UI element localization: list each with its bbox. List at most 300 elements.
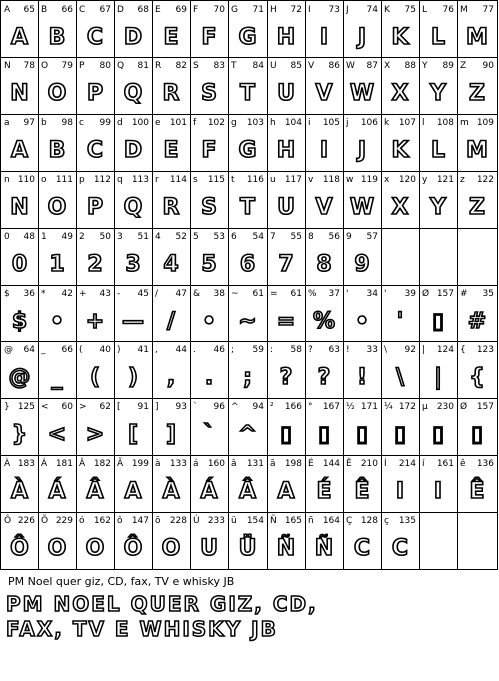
glyph-preview: \ (395, 365, 405, 390)
char-label (4, 3, 36, 17)
char-code: 51 (137, 232, 149, 242)
char-label (155, 116, 188, 130)
char-label (231, 514, 265, 528)
char-symbol: v (308, 175, 314, 185)
glyph-preview: ] (165, 422, 177, 447)
char-cell (0, 57, 39, 115)
char-code: 49 (61, 232, 73, 242)
char-code: 93 (175, 402, 187, 412)
glyph-preview: 3 (125, 252, 141, 277)
char-symbol: ó (79, 516, 85, 526)
char-label (4, 59, 36, 73)
char-label (117, 514, 150, 528)
glyph-preview: X (391, 195, 409, 220)
char-symbol: # (460, 289, 468, 299)
char-code: 182 (93, 459, 111, 469)
char-cell (114, 285, 153, 342)
char-symbol: Â (79, 459, 86, 469)
char-code: 104 (284, 118, 302, 128)
char-code: 70 (213, 5, 225, 15)
char-cell (305, 512, 344, 570)
char-label (460, 3, 495, 17)
char-cell (190, 228, 229, 286)
char-code: 76 (442, 5, 454, 15)
glyph-preview: C (86, 25, 104, 50)
char-cell (419, 455, 458, 513)
char-cell (419, 512, 458, 570)
char-label (79, 514, 112, 528)
char-label (346, 514, 379, 528)
char-label (117, 3, 150, 17)
char-symbol: q (117, 175, 123, 185)
glyph-preview: • (354, 309, 370, 334)
char-code: 80 (99, 61, 111, 71)
char-symbol: f (193, 118, 197, 128)
char-label (384, 343, 417, 357)
glyph-preview (419, 534, 457, 564)
char-symbol: 7 (270, 232, 276, 242)
char-symbol: r (155, 175, 159, 185)
char-label (79, 230, 112, 244)
glyph-preview: T (239, 195, 255, 220)
char-cell (228, 114, 268, 172)
char-symbol: u (270, 175, 276, 185)
char-label (308, 116, 341, 130)
char-code: 154 (246, 516, 264, 526)
char-symbol: í (422, 459, 425, 469)
glyph-preview: C (86, 138, 104, 163)
glyph-preview: F (201, 138, 217, 163)
char-symbol: Ñ (270, 516, 277, 526)
char-symbol: M (460, 5, 468, 15)
char-cell (419, 398, 458, 456)
char-cell (343, 341, 382, 399)
char-cell (228, 398, 268, 456)
char-code: 111 (55, 175, 73, 185)
char-label (460, 514, 495, 528)
glyph-preview: _ (51, 365, 63, 390)
char-code: 72 (290, 5, 302, 15)
char-symbol: W (346, 61, 355, 71)
char-cell (38, 228, 77, 286)
char-code: 99 (99, 118, 111, 128)
char-cell (190, 512, 229, 570)
glyph-preview: ▯ (393, 422, 407, 447)
char-cell (419, 228, 458, 286)
char-symbol: = (270, 289, 278, 299)
char-code: 199 (131, 459, 149, 469)
char-symbol: T (231, 61, 237, 71)
char-cell (190, 455, 229, 513)
char-label (422, 173, 455, 187)
char-label (41, 514, 74, 528)
char-label (117, 230, 150, 244)
char-cell (190, 171, 229, 229)
char-cell (228, 0, 268, 58)
char-cell (0, 285, 39, 342)
char-cell (419, 0, 458, 58)
char-cell (267, 341, 306, 399)
char-code: 167 (322, 402, 340, 412)
char-symbol: Ã (117, 459, 124, 469)
char-cell (419, 285, 458, 342)
char-symbol: Ø (422, 289, 430, 299)
char-label (4, 173, 36, 187)
char-label (422, 116, 455, 130)
char-cell (0, 228, 39, 286)
char-label (270, 116, 303, 130)
char-cell (305, 114, 344, 172)
char-label (193, 400, 226, 414)
char-code: 66 (61, 345, 73, 355)
char-label (117, 116, 150, 130)
char-label (155, 343, 188, 357)
char-code: 36 (23, 289, 35, 299)
char-label (270, 457, 303, 471)
char-code: 69 (175, 5, 187, 15)
glyph-preview: Á (200, 479, 218, 504)
char-symbol: E (155, 5, 161, 15)
char-symbol: < (41, 402, 49, 412)
char-symbol: À (4, 459, 11, 469)
char-symbol: b (41, 118, 47, 128)
glyph-preview: ▯ (317, 422, 331, 447)
char-symbol: Ê (346, 459, 352, 469)
char-code: 121 (436, 175, 454, 185)
char-cell (267, 114, 306, 172)
char-symbol: 5 (193, 232, 199, 242)
char-cell (114, 171, 153, 229)
char-code: 90 (482, 61, 494, 71)
char-code: 157 (476, 402, 494, 412)
glyph-preview: 8 (316, 252, 332, 277)
glyph-preview: > (85, 422, 105, 447)
glyph-preview: Y (430, 195, 446, 220)
glyph-preview: D (123, 138, 143, 163)
glyph-preview (457, 250, 497, 280)
char-symbol: ü (231, 516, 237, 526)
glyph-preview: K (391, 25, 409, 50)
glyph-preview: L (430, 25, 446, 50)
char-symbol: K (384, 5, 390, 15)
char-cell (343, 0, 382, 58)
char-code: 108 (436, 118, 454, 128)
char-code: 107 (398, 118, 416, 128)
glyph-preview: É (316, 479, 332, 504)
char-label (460, 287, 495, 301)
char-cell (190, 57, 229, 115)
char-cell (0, 512, 39, 570)
glyph-preview: • (49, 309, 65, 334)
glyph-preview: Á (48, 479, 66, 504)
glyph-preview: ▯ (470, 422, 484, 447)
char-label (41, 400, 74, 414)
char-label (384, 3, 417, 17)
char-label (270, 173, 303, 187)
glyph-preview: 5 (201, 252, 217, 277)
char-code: 120 (398, 175, 416, 185)
char-label (193, 287, 226, 301)
char-cell (114, 455, 153, 513)
char-symbol: ' (384, 289, 387, 299)
char-symbol: ' (346, 289, 349, 299)
char-cell (152, 512, 191, 570)
char-label (231, 230, 265, 244)
char-symbol: ° (308, 402, 313, 412)
char-label (117, 457, 150, 471)
glyph-preview: W (349, 195, 375, 220)
char-cell (419, 341, 458, 399)
char-code: 131 (246, 459, 264, 469)
char-label (422, 59, 455, 73)
char-symbol: > (79, 402, 87, 412)
char-code: 47 (175, 289, 187, 299)
char-cell (190, 398, 229, 456)
char-label (422, 287, 455, 301)
char-symbol: * (41, 289, 46, 299)
char-label (346, 116, 379, 130)
char-label (308, 173, 341, 187)
glyph-preview: ( (89, 365, 101, 390)
char-cell (228, 57, 268, 115)
char-cell (38, 57, 77, 115)
char-cell (343, 512, 382, 570)
glyph-preview: @ (8, 365, 31, 390)
char-cell (381, 341, 420, 399)
char-symbol: 4 (155, 232, 161, 242)
glyph-preview: 0 (11, 252, 28, 277)
char-code: 55 (290, 232, 302, 242)
glyph-preview: J (357, 25, 367, 50)
char-label (231, 3, 265, 17)
char-code: 65 (23, 5, 35, 15)
char-code: 73 (328, 5, 340, 15)
glyph-preview: | (433, 365, 443, 390)
char-symbol: J (346, 5, 349, 15)
char-symbol: n (4, 175, 10, 185)
char-code: 59 (252, 345, 264, 355)
char-symbol: N (4, 61, 11, 71)
glyph-preview: À (162, 479, 180, 504)
glyph-preview: / (166, 309, 176, 334)
char-symbol: a (4, 118, 10, 128)
char-symbol: Q (117, 61, 125, 71)
char-symbol: . (193, 345, 196, 355)
glyph-preview: < (47, 422, 67, 447)
char-label (41, 3, 74, 17)
char-code: 233 (207, 516, 225, 526)
char-label (4, 230, 36, 244)
char-symbol: l (422, 118, 425, 128)
char-label (308, 59, 341, 73)
char-symbol: F (193, 5, 199, 15)
char-label (155, 3, 188, 17)
char-cell (190, 114, 229, 172)
char-code: 96 (213, 402, 225, 412)
char-symbol: Õ (41, 516, 49, 526)
char-code: 229 (55, 516, 73, 526)
char-code: 112 (93, 175, 111, 185)
char-code: 62 (99, 402, 111, 412)
char-symbol: â (231, 459, 237, 469)
glyph-preview: S (201, 81, 217, 106)
char-code: 117 (284, 175, 302, 185)
char-cell (228, 171, 268, 229)
char-cell (114, 228, 153, 286)
char-cell (343, 228, 382, 286)
char-code: 61 (252, 289, 264, 299)
char-symbol: ~ (231, 289, 239, 299)
char-label (231, 400, 265, 414)
char-cell (381, 285, 420, 342)
char-code: 35 (482, 289, 494, 299)
char-cell (381, 0, 420, 58)
char-symbol: ] (155, 402, 159, 412)
glyph-preview: ▯ (431, 309, 445, 334)
char-code: 128 (360, 516, 378, 526)
glyph-preview: I (433, 479, 443, 504)
char-code: 210 (360, 459, 378, 469)
char-symbol: d (117, 118, 123, 128)
char-code: 77 (482, 5, 494, 15)
char-label (270, 287, 303, 301)
char-symbol: & (193, 289, 201, 299)
char-code: 105 (322, 118, 340, 128)
char-symbol: h (270, 118, 276, 128)
char-cell (152, 114, 191, 172)
char-symbol: ê (460, 459, 466, 469)
char-code: 50 (99, 232, 111, 242)
char-cell (152, 398, 191, 456)
char-cell (114, 0, 153, 58)
glyph-preview: ▯ (431, 422, 445, 447)
char-code: 48 (23, 232, 35, 242)
glyph-preview: Ô (10, 536, 29, 561)
char-code: 37 (328, 289, 340, 299)
char-cell (152, 341, 191, 399)
char-code: 88 (404, 61, 416, 71)
char-label (155, 457, 188, 471)
char-label (422, 343, 455, 357)
char-cell (76, 398, 115, 456)
char-symbol: w (346, 175, 354, 185)
char-symbol: Z (460, 61, 467, 71)
char-symbol: U (270, 61, 277, 71)
glyph-preview: } (11, 422, 28, 447)
glyph-preview: I (319, 138, 329, 163)
char-cell (305, 171, 344, 229)
char-symbol: [ (117, 402, 121, 412)
char-code: 125 (17, 402, 35, 412)
glyph-preview: [ (127, 422, 139, 447)
glyph-preview: H (276, 138, 296, 163)
char-code: 43 (99, 289, 111, 299)
char-code: 67 (99, 5, 111, 15)
char-cell (305, 455, 344, 513)
glyph-preview: G (238, 25, 257, 50)
char-symbol: } (4, 402, 10, 412)
char-symbol: H (270, 5, 277, 15)
glyph-preview: + (85, 309, 105, 334)
char-cell (381, 398, 420, 456)
char-code: 44 (175, 345, 187, 355)
char-label (155, 230, 188, 244)
char-code: 83 (213, 61, 225, 71)
char-code: 162 (93, 516, 111, 526)
char-code: 75 (404, 5, 416, 15)
glyph-preview: Ô (123, 536, 143, 561)
glyph-preview: L (430, 138, 446, 163)
char-code: 119 (360, 175, 378, 185)
char-symbol: L (422, 5, 428, 15)
char-label (117, 59, 150, 73)
char-cell (114, 341, 153, 399)
char-label (270, 3, 303, 17)
char-cell (305, 398, 344, 456)
glyph-preview: Q (123, 81, 143, 106)
char-code: 74 (366, 5, 378, 15)
glyph-preview: ) (127, 365, 139, 390)
char-cell (228, 285, 268, 342)
char-label (422, 400, 455, 414)
glyph-preview: O (47, 536, 67, 561)
char-label (460, 59, 495, 73)
char-code: 94 (252, 402, 264, 412)
glyph-preview: Z (469, 81, 485, 106)
char-label (4, 343, 36, 357)
char-symbol: D (117, 5, 124, 15)
char-cell (76, 512, 115, 570)
char-code: 164 (322, 516, 340, 526)
char-code: 198 (284, 459, 302, 469)
char-label (422, 457, 455, 471)
char-label (231, 287, 265, 301)
char-code: 60 (61, 402, 73, 412)
char-label (117, 173, 150, 187)
char-label (193, 59, 226, 73)
glyph-preview: U (277, 195, 295, 220)
char-symbol: É (308, 459, 314, 469)
char-symbol: Í (384, 459, 387, 469)
char-label (41, 457, 74, 471)
char-cell (343, 114, 382, 172)
char-code: 161 (436, 459, 454, 469)
char-symbol: % (308, 289, 317, 299)
char-cell (457, 0, 498, 58)
glyph-preview: { (469, 365, 485, 390)
char-symbol: 3 (117, 232, 123, 242)
char-label (193, 3, 226, 17)
char-symbol: e (155, 118, 161, 128)
char-code: 40 (99, 345, 111, 355)
char-cell (457, 512, 498, 570)
char-cell (457, 114, 498, 172)
glyph-preview: M (466, 25, 488, 50)
char-label (270, 230, 303, 244)
glyph-preview: V (315, 195, 333, 220)
char-cell (343, 285, 382, 342)
char-code: 122 (476, 175, 494, 185)
char-code: 124 (436, 345, 454, 355)
glyph-preview: ? (279, 365, 293, 390)
char-code: 98 (61, 118, 73, 128)
glyph-preview: R (162, 81, 180, 106)
char-label (460, 457, 495, 471)
glyph-preview: , (166, 365, 176, 390)
char-label (117, 343, 150, 357)
char-cell (228, 455, 268, 513)
char-symbol: µ (422, 402, 428, 412)
